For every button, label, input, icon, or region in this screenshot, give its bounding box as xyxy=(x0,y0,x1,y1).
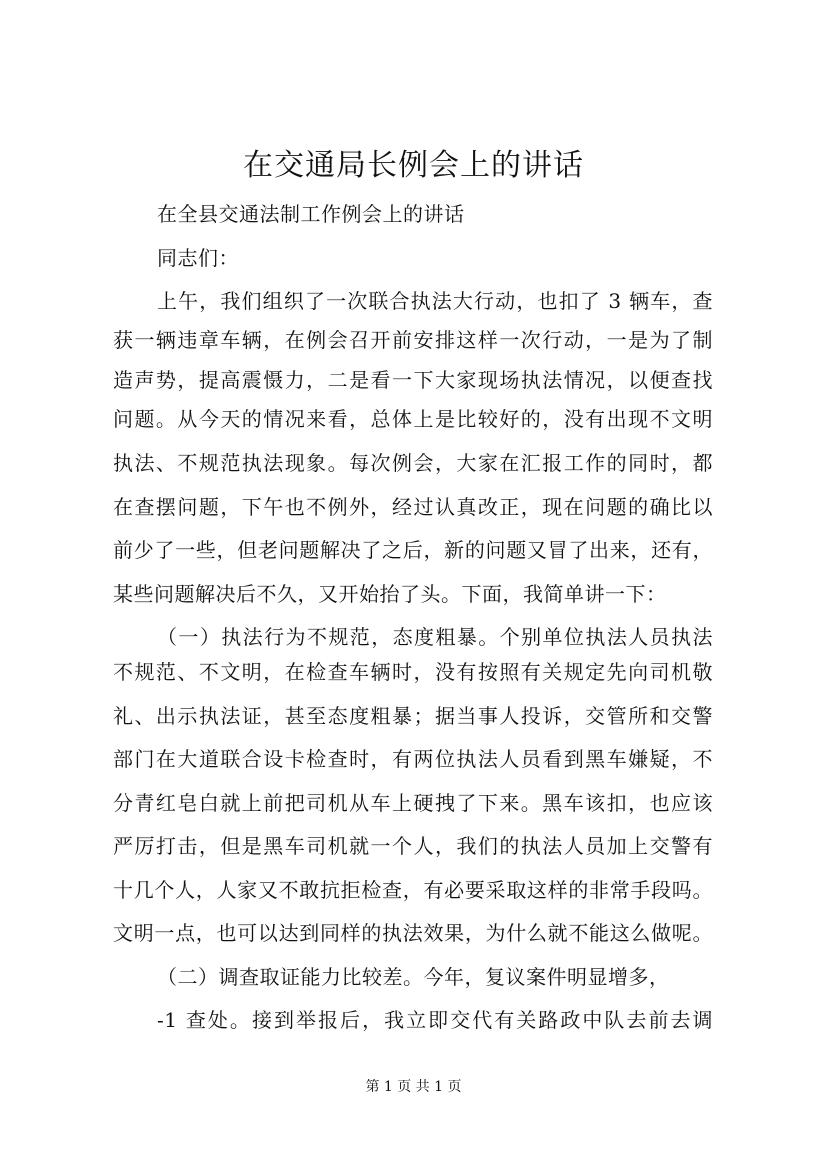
body-line: 严厉打击，但是黑车司机就一个人，我们的执法人员加上交警有 xyxy=(113,834,713,858)
body-line: 前少了一些，但老问题解决了之后，新的问题又冒了出来，还有， xyxy=(113,538,713,562)
body-line: （一）执法行为不规范，态度粗暴。个别单位执法人员执法 xyxy=(157,625,713,649)
body-line: （二）调查取证能力比较差。今年，复议案件明显增多， xyxy=(157,965,670,989)
body-line: 上午，我们组织了一次联合执法大行动，也扣了 3 辆车，查 xyxy=(157,289,713,313)
body-line: 分青红皂白就上前把司机从车上硬拽了下来。黑车该扣，也应该 xyxy=(113,791,713,815)
body-line: 造声势，提高震慑力，二是看一下大家现场执法情况，以便查找 xyxy=(113,368,713,392)
body-line: 十几个人，人家又不敢抗拒检查，有必要采取这样的非常手段吗。 xyxy=(113,878,713,902)
body-line: 在查摆问题，下午也不例外，经过认真改正，现在问题的确比以 xyxy=(113,495,713,519)
body-line: -1 查处。接到举报后，我立即交代有关路政中队去前去调 xyxy=(157,1008,713,1032)
page-footer: 第 1 页 共 1 页 xyxy=(365,1079,462,1095)
body-line: 获一辆违章车辆，在例会召开前安排这样一次行动，一是为了制 xyxy=(113,328,713,352)
body-line: 执法、不规范执法现象。每次例会，大家在汇报工作的同时，都 xyxy=(113,451,713,475)
salutation: 同志们： xyxy=(157,246,239,270)
body-line: 部门在大道联合设卡检查时，有两位执法人员看到黑车嫌疑，不 xyxy=(113,747,713,771)
body-line: 文明一点，也可以达到同样的执法效果，为什么就不能这么做呢。 xyxy=(113,921,713,945)
body-line: 某些问题解决后不久，又开始抬了头。下面，我简单讲一下： xyxy=(113,582,667,606)
body-line: 不规范、不文明，在检查车辆时，没有按照有关规定先向司机敬 xyxy=(113,660,713,684)
body-line: 礼、出示执法证，甚至态度粗暴；据当事人投诉，交管所和交警 xyxy=(113,704,713,728)
document-subtitle: 在全县交通法制工作例会上的讲话 xyxy=(157,202,465,226)
document-title: 在交通局长例会上的讲话 xyxy=(243,148,584,183)
body-line: 问题。从今天的情况来看，总体上是比较好的，没有出现不文明 xyxy=(113,407,713,431)
